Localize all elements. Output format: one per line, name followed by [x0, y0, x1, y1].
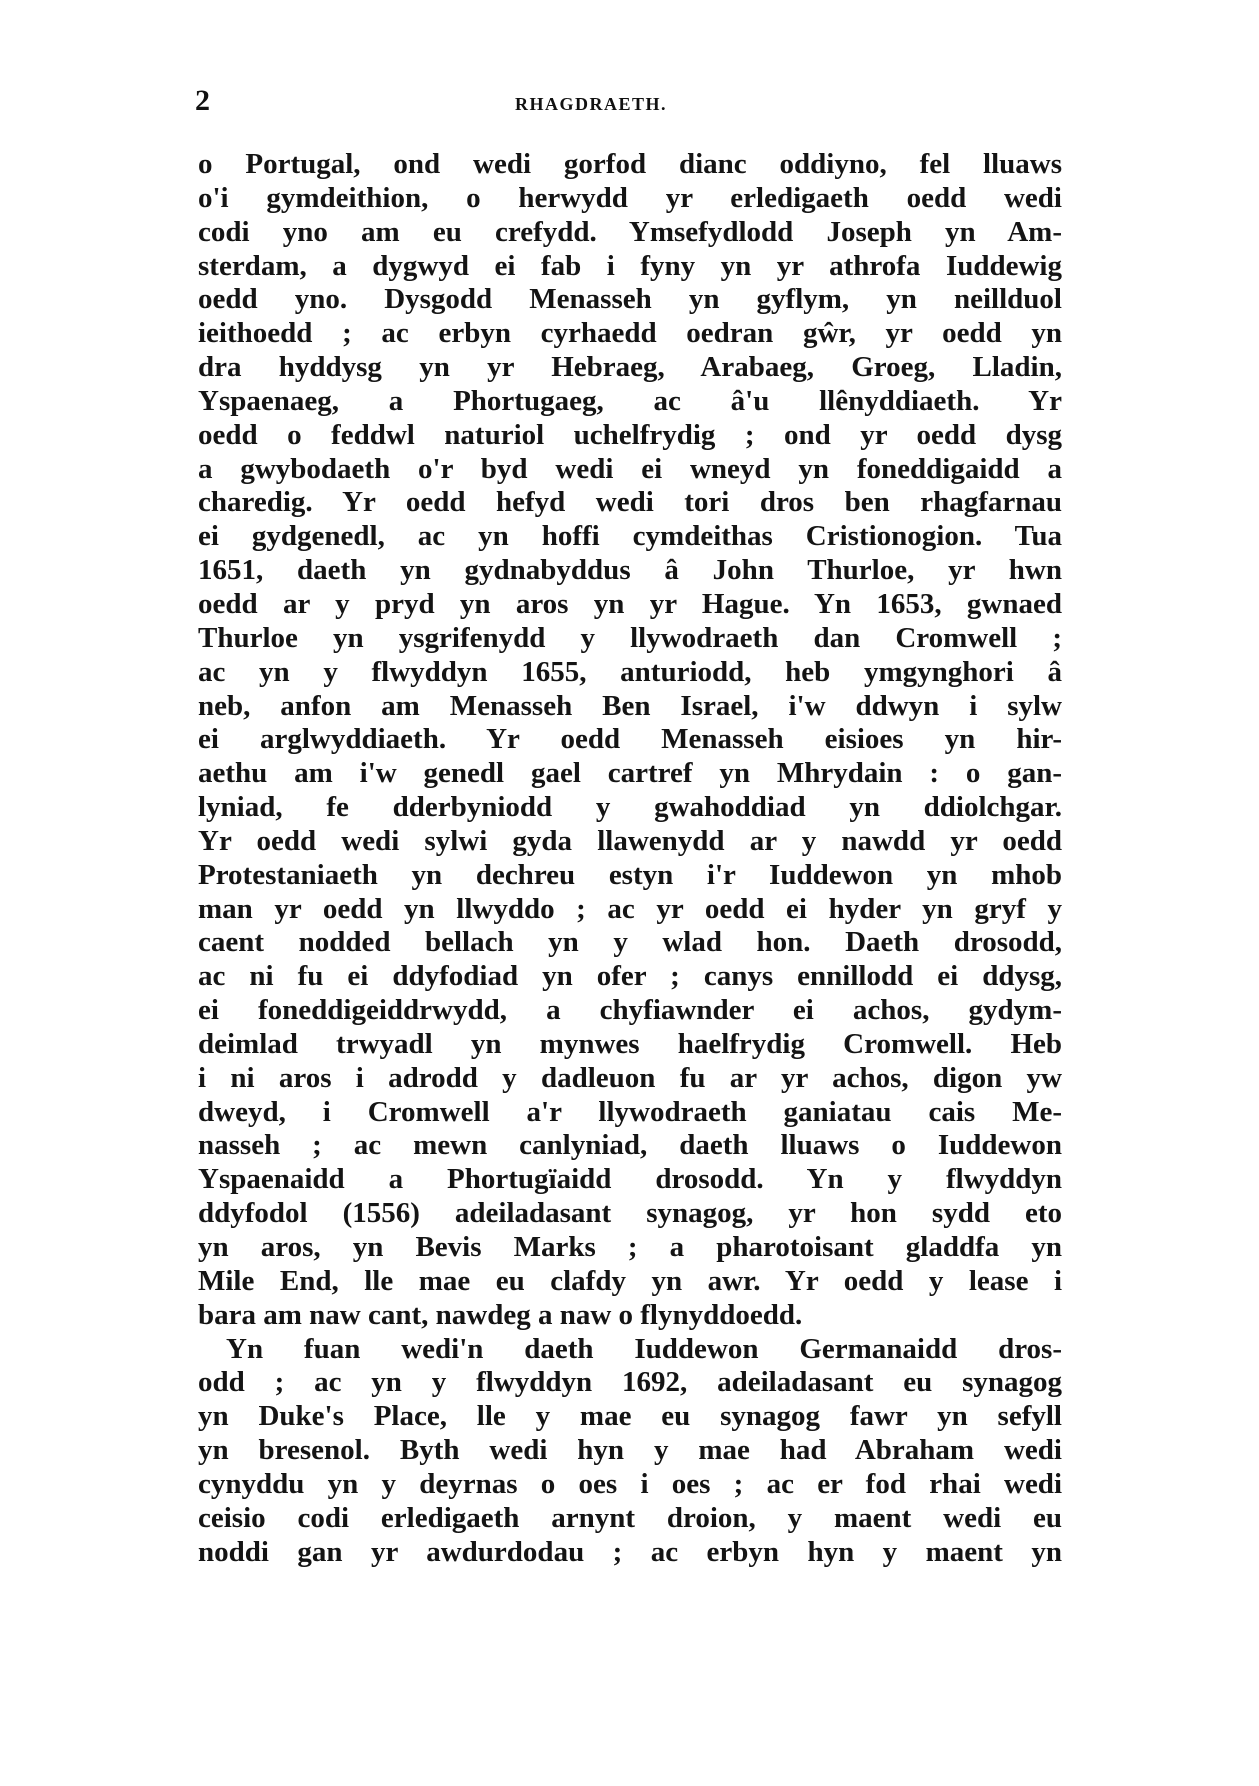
text-line: yn aros, yn Bevis Marks ; a pharotoisant gladdfa yn — [198, 1231, 1062, 1263]
text-line: Protestaniaeth yn dechreu estyn i'r Iuddewon yn mhob — [198, 858, 1062, 891]
running-head — [195, 84, 1065, 124]
text-line: dra hyddysg yn yr Hebraeg, Arabaeg, Groeg, Lladin, — [198, 351, 1062, 384]
text-line: o'i gymdeithion, o herwydd yr erledigaeth oedd wedi — [198, 181, 1062, 214]
running-title: RHAGDRAETH. — [515, 94, 668, 114]
body-text — [198, 148, 1062, 1569]
text-line: nasseh ; ac mewn canlyniad, daeth lluaws o Iuddewon — [198, 1129, 1062, 1162]
text-line: oedd yno. Dysgodd Menasseh yn gyflym, yn neillduol — [198, 283, 1062, 316]
text-line: ac ni fu ei ddyfodiad yn ofer ; canys ennillodd ei ddysg, — [198, 960, 1062, 993]
text-line: aethu am i'w genedl gael cartref yn Mhrydain : o gan- — [198, 757, 1062, 790]
text-line: codi yno am eu crefydd. Ymsefydlodd Joseph yn Am- — [198, 215, 1062, 248]
page-number: 2 — [195, 84, 210, 117]
text-line: 1651, daeth yn gydnabyddus â John Thurloe, yr hwn — [198, 554, 1062, 587]
text-line: ac yn y flwyddyn 1655, anturiodd, heb ymgynghori â — [198, 655, 1062, 688]
text-line: noddi gan yr awdurdodau ; ac erbyn hyn y maent yn — [198, 1535, 1062, 1568]
text-line: charedig. Yr oedd hefyd wedi tori dros ben rhagfarnau — [198, 486, 1062, 519]
text-line: oedd o feddwl naturiol uchelfrydig ; ond yr oedd dysg — [198, 418, 1062, 451]
text-line: Yspaenaidd a Phortugïaidd drosodd. Yn y flwyddyn — [198, 1163, 1062, 1196]
text-line: odd ; ac yn y flwyddyn 1692, adeiladasant eu synagog — [198, 1366, 1062, 1399]
text-line: sterdam, a dygwyd ei fab i fyny yn yr athrofa Iuddewig — [198, 249, 1062, 282]
text-line: i ni aros i adrodd y dadleuon fu ar yr achos, digon yw — [198, 1061, 1062, 1094]
text-line: a gwybodaeth o'r byd wedi ei wneyd yn foneddigaidd a — [198, 452, 1062, 485]
text-line: Thurloe yn ysgrifenydd y llywodraeth dan Cromwell ; — [198, 621, 1062, 654]
text-line: man yr oedd yn llwyddo ; ac yr oedd ei hyder yn gryf y — [198, 892, 1062, 925]
text-line: ei foneddigeiddrwydd, a chyfiawnder ei achos, gydym- — [198, 994, 1062, 1027]
text-line: dweyd, i Cromwell a'r llywodraeth ganiatau cais Me- — [198, 1095, 1062, 1128]
text-line: yn bresenol. Byth wedi hyn y mae had Abraham wedi — [198, 1434, 1062, 1467]
text-line: ei arglwyddiaeth. Yr oedd Menasseh eisioes yn hir- — [198, 723, 1062, 756]
text-line: oedd ar y pryd yn aros yn yr Hague. Yn 1653, gwnaed — [198, 587, 1062, 620]
text-line: deimlad trwyadl yn mynwes haelfrydig Cromwell. Heb — [198, 1027, 1062, 1060]
text-line: Yr oedd wedi sylwi gyda llawenydd ar y nawdd yr oedd — [198, 824, 1062, 857]
text-line: ddyfodol (1556) adeiladasant synagog, yr hon sydd eto — [198, 1197, 1062, 1230]
text-line: caent nodded bellach yn y wlad hon. Daeth drosodd, — [198, 926, 1062, 959]
text-line: o Portugal, ond wedi gorfod dianc oddiyno, fel lluaws — [198, 148, 1062, 180]
text-line: Yspaenaeg, a Phortugaeg, ac â'u llênyddiaeth. Yr — [198, 384, 1062, 417]
text-line: ceisio codi erledigaeth arnynt droion, y maent wedi eu — [198, 1501, 1062, 1534]
text-line: ieithoedd ; ac erbyn cyrhaedd oedran gŵr, yr oedd yn — [198, 317, 1062, 350]
text-line: neb, anfon am Menasseh Ben Israel, i'w ddwyn i sylw — [198, 689, 1062, 722]
text-line: ei gydgenedl, ac yn hoffi cymdeithas Cristionogion. Tua — [198, 520, 1062, 553]
text-line: yn Duke's Place, lle y mae eu synagog fawr yn sefyll — [198, 1400, 1062, 1433]
text-line: cynyddu yn y deyrnas o oes i oes ; ac er fod rhai wedi — [198, 1467, 1062, 1500]
text-line: lyniad, fe dderbyniodd y gwahoddiad yn ddiolchgar. — [198, 791, 1062, 824]
paragraph-end-line: bara am naw cant, nawdeg a naw o flynyddoedd. — [198, 1298, 803, 1331]
paragraph-start-line: Yn fuan wedi'n daeth Iuddewon Germanaidd dros- — [226, 1332, 1062, 1365]
text-line: Mile End, lle mae eu clafdy yn awr. Yr oedd y lease i — [198, 1264, 1062, 1297]
